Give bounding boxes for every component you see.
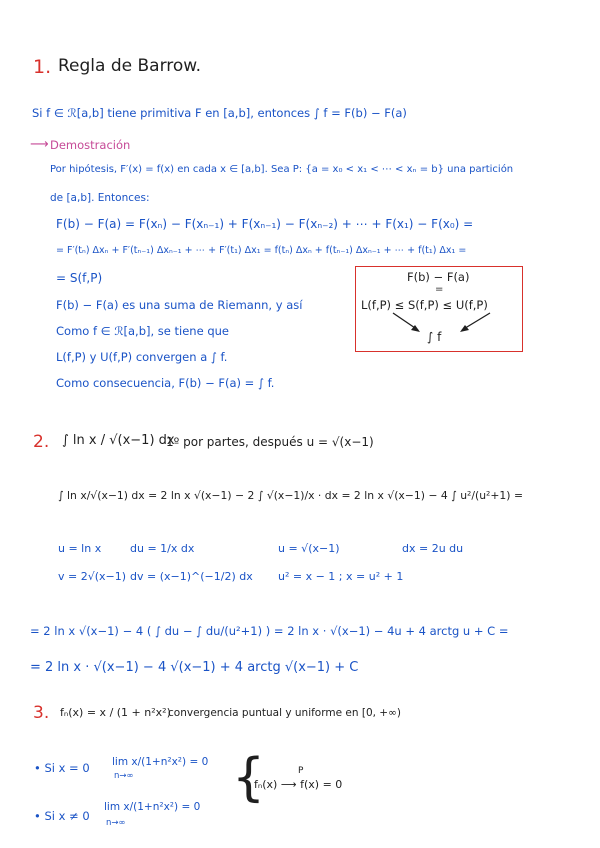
- section-1-title: Regla de Barrow.: [58, 56, 202, 76]
- section-3-number: 3.: [33, 703, 50, 723]
- case-x-zero-limit: lim x/(1+n²x²) = 0: [112, 756, 209, 768]
- case-x-nonzero-sub: n→∞: [106, 818, 126, 828]
- box-equals-sign: =: [435, 284, 444, 295]
- integration-step: ∫ ln x/√(x−1) dx = 2 ln x √(x−1) − 2 ∫ √(x−1)/x · dx = 2 ln x √(x−1) − 4 ∫ u²/(u²+1) =: [58, 489, 523, 502]
- case-x-nonzero-limit: lim x/(1+n²x²) = 0: [104, 801, 201, 813]
- section-2-method: 1º por partes, después u = √(x−1): [166, 435, 374, 449]
- section-2-number: 2.: [33, 432, 50, 452]
- sub-dx: dx = 2u du: [402, 542, 464, 555]
- eq-mean-value: = F′(tₙ) Δxₙ + F′(tₙ₋₁) Δxₙ₋₁ + ⋯ + F′(t₁) Δx₁ = f(tₙ) Δxₙ + f(tₙ₋₁) Δxₙ₋₁ + ⋯ + f(t₁) Δx₁ =: [56, 245, 467, 256]
- sub-u-sqrt: u = √(x−1): [278, 542, 340, 555]
- pointwise-brace: {: [232, 748, 266, 808]
- riemann-remark: F(b) − F(a) es una suma de Riemann, y así: [56, 298, 303, 312]
- sub-v: v = 2√(x−1): [58, 570, 127, 583]
- pointwise-arrow-label: P: [298, 766, 304, 776]
- result-line-2: = 2 ln x · √(x−1) − 4 √(x−1) + 4 arctg √(x−1) + C: [30, 660, 359, 675]
- demo-line-2: de [a,b]. Entonces:: [50, 192, 150, 204]
- sub-du: du = 1/x dx: [130, 542, 195, 555]
- sub-u-squared: u² = x − 1 ; x = u² + 1: [278, 570, 404, 583]
- result-line-1: = 2 ln x √(x−1) − 4 ( ∫ du − ∫ du/(u²+1) ) = 2 ln x · √(x−1) − 4u + 4 arctg u + C =: [30, 624, 509, 638]
- convergence-remark: L(f,P) y U(f,P) convergen a ∫ f.: [56, 350, 228, 364]
- section-3-problem: fₙ(x) = x / (1 + n²x²): [60, 706, 171, 719]
- arrow-icon: ⟶: [30, 137, 49, 152]
- section-3-description: convergencia puntual y uniforme en [0, +∞): [168, 707, 401, 719]
- case-x-nonzero: • Si x ≠ 0: [34, 809, 90, 823]
- sub-dv: dv = (x−1)^(−1/2) dx: [130, 570, 253, 583]
- pointwise-conclusion: fₙ(x) ⟶ f(x) = 0: [254, 778, 343, 791]
- integrable-remark: Como f ∈ ℛ[a,b], se tiene que: [56, 324, 229, 338]
- barrow-statement: Si f ∈ ℛ[a,b] tiene primitiva F en [a,b], entonces ∫ f = F(b) − F(a): [32, 106, 407, 120]
- section-2-problem: ∫ ln x / √(x−1) dx: [62, 433, 175, 448]
- eq-riemann-sum: = S(f,P): [56, 271, 103, 285]
- demo-line-1: Por hipótesis, F′(x) = f(x) en cada x ∈ [a,b]. Sea P: {a = x₀ < x₁ < ⋯ < xₙ = b} una partición: [50, 164, 514, 175]
- box-bottom-integral: ∫ f: [427, 330, 442, 344]
- box-mid-expr: L(f,P) ≤ S(f,P) ≤ U(f,P): [361, 298, 488, 312]
- sub-u-ln: u = ln x: [58, 542, 102, 555]
- section-1-number: 1.: [33, 56, 52, 78]
- conclusion: Como consecuencia, F(b) − F(a) = ∫ f.: [56, 376, 275, 390]
- case-x-zero: • Si x = 0: [34, 761, 90, 775]
- box-top-expr: F(b) − F(a): [407, 270, 470, 284]
- demo-label: Demostración: [50, 138, 131, 152]
- eq-telescoping: F(b) − F(a) = F(xₙ) − F(xₙ₋₁) + F(xₙ₋₁) − F(xₙ₋₂) + ⋯ + F(x₁) − F(x₀) =: [56, 217, 474, 231]
- case-x-zero-sub: n→∞: [114, 771, 134, 781]
